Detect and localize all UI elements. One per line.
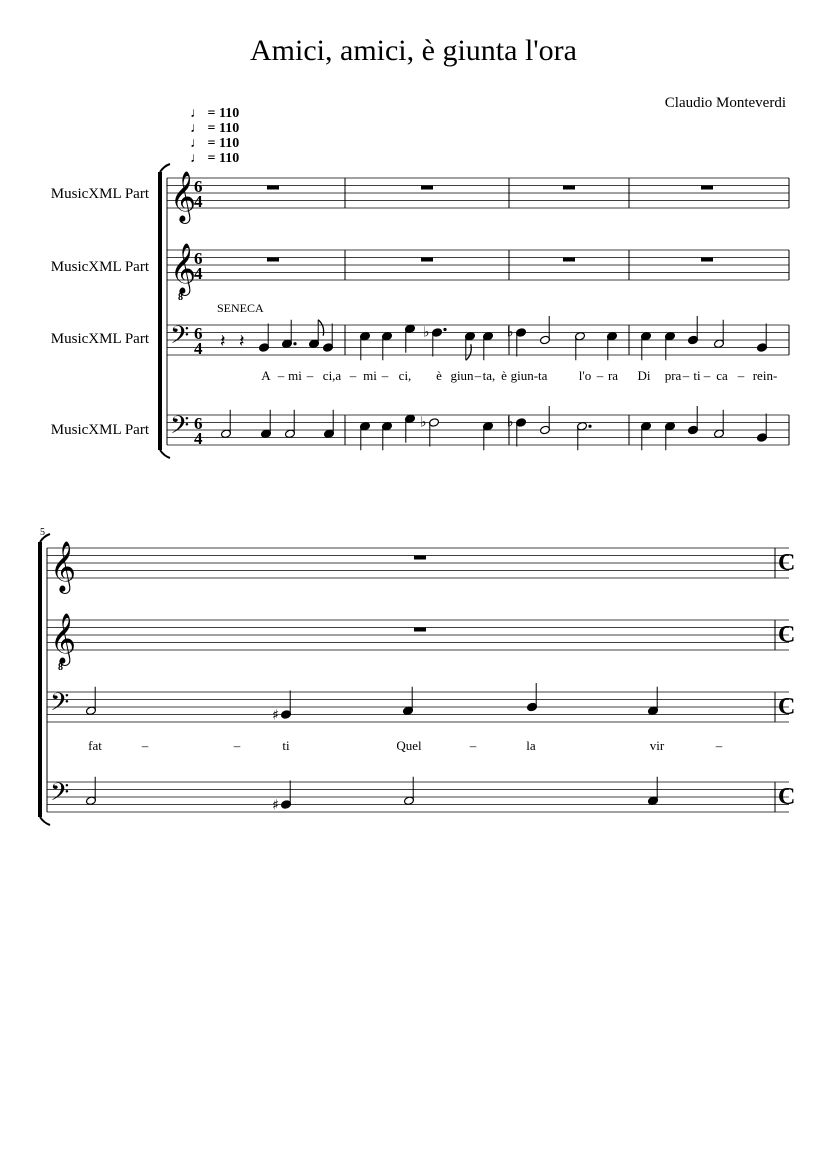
quarter-note-icon: ♩ <box>190 121 204 136</box>
lyric: pra <box>664 368 682 383</box>
bracket-hook <box>40 534 50 542</box>
treble-clef-icon: 𝄞 <box>170 243 197 294</box>
lyric: mi <box>363 368 377 383</box>
lyric: rein- <box>752 368 778 383</box>
lyric: A <box>261 368 271 383</box>
time-signature-numerator: 6 <box>194 177 203 196</box>
lyric: – <box>381 368 389 383</box>
tempo-mark: ♩ = 110 <box>190 136 240 151</box>
lyric: fat <box>88 738 102 753</box>
lyric: vir <box>649 738 665 753</box>
quarter-note-icon: ♩ <box>190 106 204 121</box>
whole-rest-icon <box>701 258 713 262</box>
sharp-icon: ♯ <box>272 707 279 724</box>
lyric: – <box>715 738 723 753</box>
measure-number: 5 <box>40 527 45 538</box>
part-label: MusicXML Part <box>50 331 149 347</box>
bass-clef-icon: 𝄢 <box>170 321 190 356</box>
lyric: – <box>349 368 357 383</box>
whole-rest-icon <box>421 258 433 262</box>
common-time-icon: C <box>778 784 796 810</box>
quarter-note-icon: ♩ <box>190 136 204 151</box>
whole-rest-icon <box>563 186 575 190</box>
whole-rest-icon <box>414 628 426 632</box>
flat-icon: ♭ <box>507 414 514 431</box>
part-label: MusicXML Part <box>50 422 149 438</box>
bass-clef-icon: 𝄢 <box>50 778 70 813</box>
lyric: la <box>526 738 536 753</box>
bracket-hook <box>160 164 170 172</box>
lyric: – <box>469 738 477 753</box>
lyric: – <box>474 368 482 383</box>
whole-rest-icon <box>701 186 713 190</box>
treble-clef-icon: 𝄞 <box>170 171 197 222</box>
lyric: ta, <box>482 368 496 383</box>
lyric: – <box>306 368 314 383</box>
time-signature-denominator: 4 <box>194 429 203 448</box>
common-time-icon: C <box>778 694 796 720</box>
lyric: Di <box>637 368 651 383</box>
quarter-rest-icon: 𝄽 <box>220 331 226 352</box>
part-label: MusicXML Part <box>50 186 149 202</box>
whole-rest-icon <box>267 258 279 262</box>
whole-rest-icon <box>414 556 426 560</box>
bracket-hook <box>160 450 170 458</box>
common-time-icon: C <box>778 550 796 576</box>
lyric: ci,a <box>322 368 342 383</box>
lyric: – <box>277 368 285 383</box>
tempo-mark: ♩ = 110 <box>190 121 240 136</box>
lyric: è <box>501 368 507 383</box>
bass-clef-icon: 𝄢 <box>170 411 190 446</box>
character-name: SENECA <box>217 301 264 315</box>
lyric: – <box>703 368 711 383</box>
lyric: – <box>737 368 745 383</box>
augmentation-dot <box>443 328 446 331</box>
score-title: Amici, amici, è giunta l'ora <box>250 34 577 67</box>
composer: Claudio Monteverdi <box>664 95 786 111</box>
time-signature-numerator: 6 <box>194 249 203 268</box>
bracket-hook <box>40 817 50 825</box>
augmentation-dot <box>588 425 591 428</box>
quarter-note-icon: ♩ <box>190 151 204 166</box>
tempo-mark: ♩ = 110 <box>190 106 240 121</box>
tempo-mark: ♩ = 110 <box>190 151 240 166</box>
lyric: Quel <box>396 738 422 753</box>
lyric: – <box>596 368 604 383</box>
treble-clef-icon: 𝄞 <box>50 613 77 664</box>
lyric: giun <box>450 368 474 383</box>
lyric: mi <box>288 368 302 383</box>
augmentation-dot <box>293 342 296 345</box>
lyric: – <box>141 738 149 753</box>
note-flag <box>466 344 471 360</box>
time-signature-numerator: 6 <box>194 324 203 343</box>
lyric: ti <box>693 368 701 383</box>
time-signature-denominator: 4 <box>194 192 203 211</box>
whole-rest-icon <box>421 186 433 190</box>
whole-rest-icon <box>563 258 575 262</box>
sharp-icon: ♯ <box>272 797 279 814</box>
lyric: l'o <box>578 368 592 383</box>
time-signature-numerator: 6 <box>194 414 203 433</box>
note-flag <box>318 320 323 336</box>
octave-mark: 8 <box>178 292 183 303</box>
lyric: è <box>436 368 442 383</box>
lyric: – <box>682 368 690 383</box>
bass-clef-icon: 𝄢 <box>50 688 70 723</box>
whole-rest-icon <box>267 186 279 190</box>
lyric: giun-ta <box>510 368 548 383</box>
flat-icon: ♭ <box>423 324 430 341</box>
lyric: ra <box>607 368 619 383</box>
common-time-icon: C <box>778 622 796 648</box>
time-signature-denominator: 4 <box>194 264 203 283</box>
lyric: – <box>233 738 241 753</box>
flat-icon: ♭ <box>420 414 427 431</box>
treble-clef-icon: 𝄞 <box>50 541 77 592</box>
lyric: ti <box>282 738 290 753</box>
quarter-rest-icon: 𝄽 <box>239 331 245 352</box>
part-label: MusicXML Part <box>50 259 149 275</box>
flat-icon: ♭ <box>507 324 514 341</box>
lyric: ci, <box>398 368 412 383</box>
octave-mark: 8 <box>58 662 63 673</box>
lyric: ca <box>716 368 728 383</box>
time-signature-denominator: 4 <box>194 339 203 358</box>
